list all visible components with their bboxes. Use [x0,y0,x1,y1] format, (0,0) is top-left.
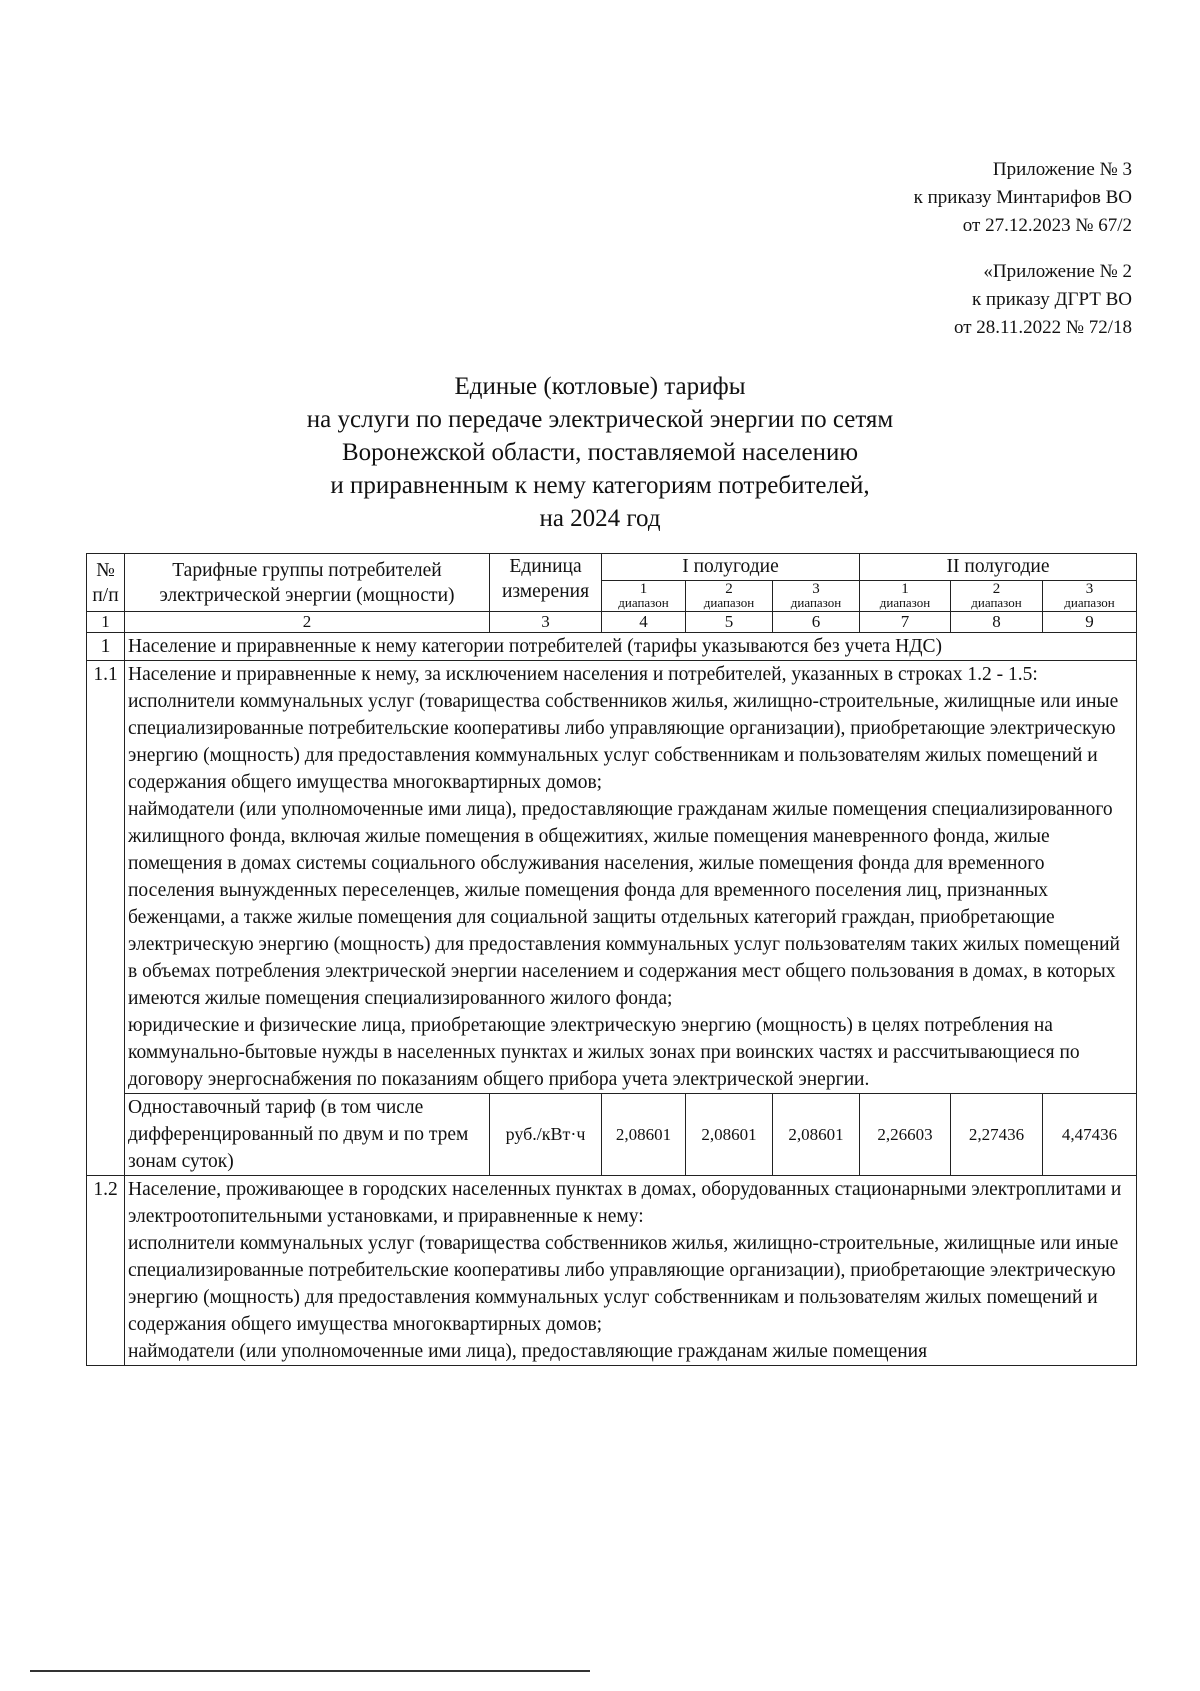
column-index: 1 [87,612,125,633]
column-index: 3 [490,612,602,633]
appendix-previous-line3: от 28.11.2022 № 72/18 [953,317,1132,338]
range-number: 1 [901,581,909,597]
header-half2: II полугодие [860,554,1137,581]
header-groups: Тарифные группы потребителей электрической энергии (мощности) [125,554,490,612]
column-index: 7 [860,612,951,633]
title-line5: на 2024 год [539,505,661,532]
title-line2: на услуги по передаче электрической энергии по сетям [306,406,894,433]
tariff-value: 4,47436 [1043,1094,1137,1176]
appendix-current-reference [914,156,1132,240]
tariff-label: Одноставочный тариф (в том числе дифференцированный по двум и по трем зонам суток) [125,1094,490,1176]
row-paragraph: Население и приравненные к нему, за исключением населения и потребителей, указанных в строках 1.2 - 1.5: [128,664,1038,685]
range-cell [773,581,860,612]
range-number: 3 [1085,581,1094,597]
range-cell [686,581,773,612]
appendix-previous-line1: «Приложение № 2 [983,261,1132,282]
tariff-value: 2,08601 [773,1094,860,1176]
tariff-unit: руб./кВт·ч [490,1094,602,1176]
range-number: 3 [812,581,820,597]
range-number: 2 [992,581,1001,597]
row-paragraph: исполнители коммунальных услуг (товарищества собственников жилья, жилищно-строительные, жилищные или иные специализированные потребительские кооперативы либо управляющие организации), приобретающие электрическую энергию (мощность) для предоставления коммунальных услуг собственникам и пользователям жилых помещений и содержания общего имущества многоквартирных домов; [128,1233,1119,1335]
range-word: диапазон [790,595,842,610]
row-text: Население и приравненные к нему категории потребителей (тарифы указываются без учета НДС) [125,633,1137,661]
appendix-current-line3: от 27.12.2023 № 67/2 [962,215,1132,236]
column-index: 6 [773,612,860,633]
row-paragraph: исполнители коммунальных услуг (товарищества собственников жилья, жилищно-строительные, жилищные или иные специализированные потребительские кооперативы либо управляющие организации), приобретающие электрическую энергию (мощность) для предоставления коммунальных услуг собственникам и пользователям жилых помещений и содержания общего имущества многоквартирных домов; [128,691,1119,793]
title-line1: Единые (котловые) тарифы [454,373,746,400]
appendix-previous-line2: к приказу ДГРТ ВО [971,289,1132,310]
tariff-value: 2,08601 [602,1094,686,1176]
table-row [87,661,1137,1094]
tariff-value: 2,08601 [686,1094,773,1176]
header-half1: I полугодие [602,554,860,581]
column-index: 9 [1043,612,1137,633]
tariff-table [86,553,1137,1366]
range-word: диапазон [618,595,669,610]
row-paragraph: Население, проживающее в городских населенных пунктах в домах, оборудованных стационарными электроплитами и электроотопительными установками, и приравненные к нему: [128,1179,1122,1227]
appendix-current-line2: к приказу Минтарифов ВО [913,187,1132,208]
column-index: 4 [602,612,686,633]
range-word: диапазон [1064,595,1115,610]
column-index: 5 [686,612,773,633]
header-num: № п/п [87,554,125,612]
header-unit: Единица измерения [490,554,602,612]
range-word: диапазон [703,595,755,610]
tariff-value: 2,26603 [860,1094,951,1176]
title-line4: и приравненным к нему категориям потребителей, [330,472,870,499]
range-word: диапазон [971,595,1022,610]
range-cell [602,581,686,612]
range-cell [951,581,1043,612]
row-paragraph: наймодатели (или уполномоченные ими лица), предоставляющие гражданам жилые помещения [128,1341,928,1362]
row-paragraph: юридические и физические лица, приобретающие электрическую энергию (мощность) в целях потребления на коммунально-бытовые нужды в населенных пунктах и жилых зонах при воинских частях и рассчитывающиеся по договору энергоснабжения по показаниям общего прибора учета электрической энергии. [128,1015,1080,1090]
appendix-previous-reference [954,258,1132,342]
row-text [125,661,1137,1094]
tariff-values-row [87,1094,1137,1176]
table-row [87,1176,1137,1366]
range-number: 2 [725,581,733,597]
column-index-row [87,612,1137,633]
row-text [125,1176,1137,1366]
row-number: 1.1 [87,661,125,1176]
row-number: 1.2 [87,1176,125,1366]
range-cell [1043,581,1137,612]
range-cell [860,581,951,612]
row-number: 1 [87,633,125,661]
title-line3: Воронежской области, поставляемой населению [341,439,859,466]
header-row [87,554,1137,581]
appendix-current-line1: Приложение № 3 [992,159,1132,180]
range-word: диапазон [879,595,931,610]
table-row [87,633,1137,661]
document-title [0,370,1200,535]
row-paragraph: наймодатели (или уполномоченные ими лица), предоставляющие гражданам жилые помещения специализированного жилищного фонда, включая жилые помещения в общежитиях, жилые помещения маневренного фонда, жилые помещения в домах системы социального обслуживания населения, жилые помещения фонда для временного поселения вынужденных переселенцев, жилые помещения фонда для временного поселения лиц, признанных беженцами, а также жилые помещения для социальной защиты отдельных категорий граждан, приобретающие электрическую энергию (мощность) для предоставления коммунальных услуг пользователям таких жилых помещений в объемах потребления электрической энергии населением и содержания мест общего пользования в домах, в которых имеются жилые помещения специализированного жилого фонда; [128,799,1120,1009]
page-bottom-rule [30,1670,590,1672]
tariff-value: 2,27436 [951,1094,1043,1176]
column-index: 2 [125,612,490,633]
range-number: 1 [639,581,648,597]
column-index: 8 [951,612,1043,633]
